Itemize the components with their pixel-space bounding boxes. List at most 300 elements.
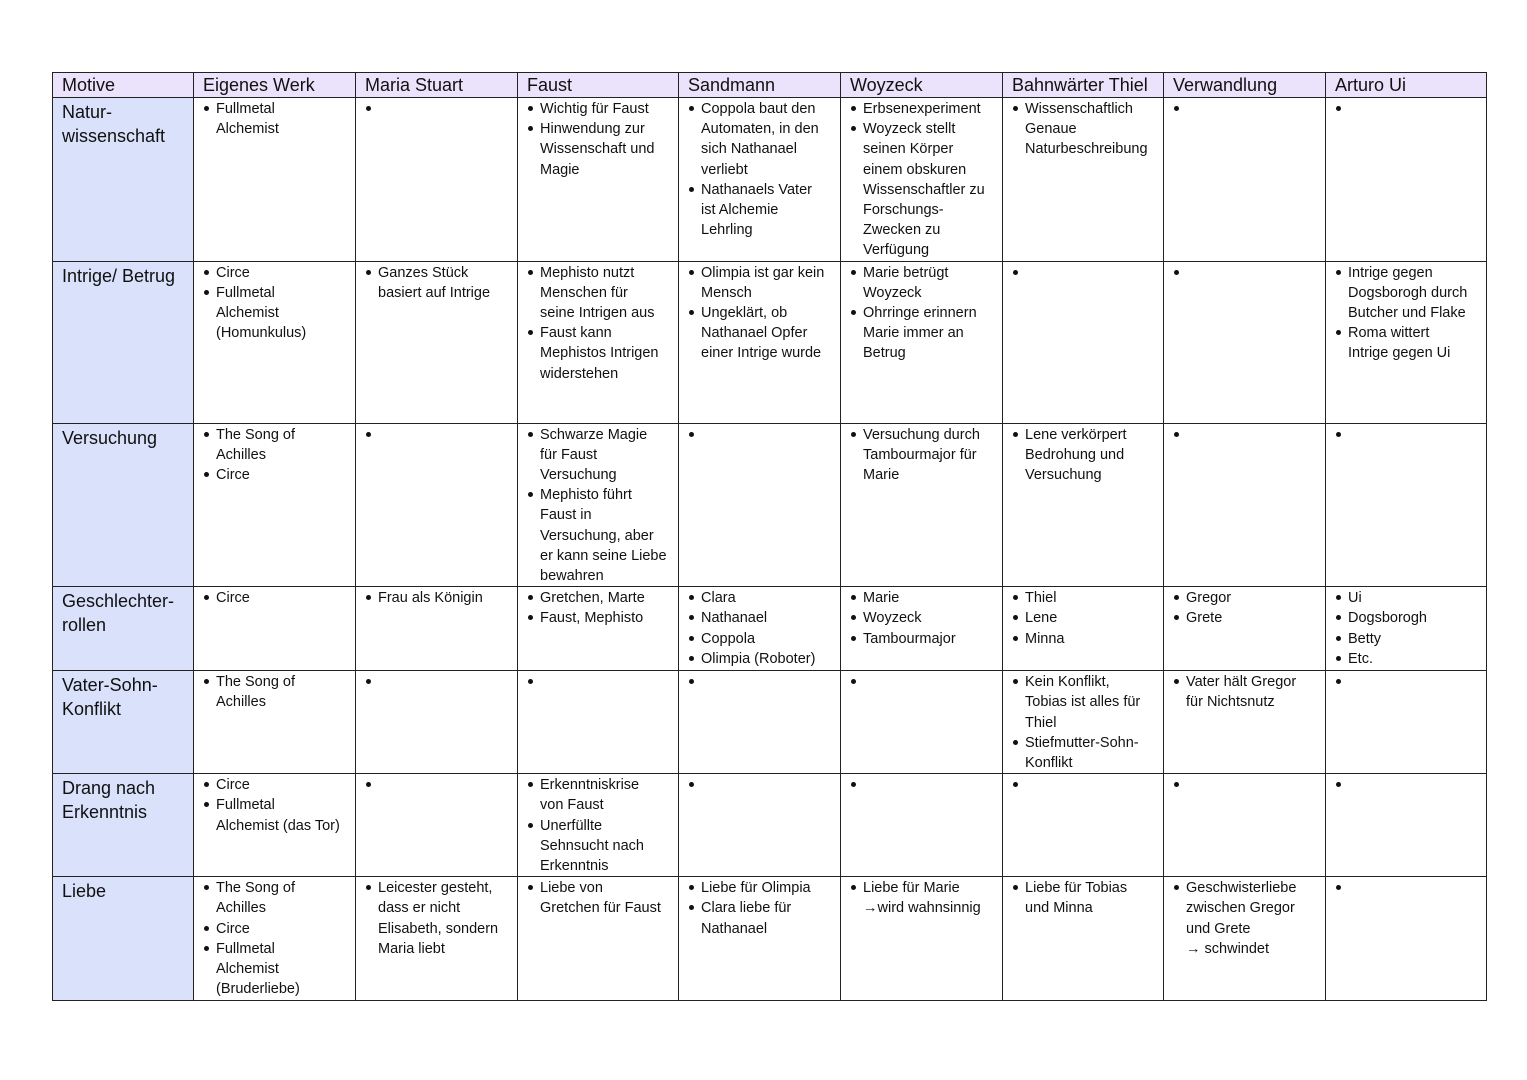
bullet-text-line: Nathanaels Vater [701,181,812,198]
bullet-item [1012,878,1160,918]
bullet-item [1173,263,1322,283]
bullet-item [1012,672,1160,733]
bullet-item [527,119,675,180]
bullet-item [850,99,999,119]
bullet-text-line: Mephisto nutzt [540,264,635,281]
bullet-text-line: Lene [1025,610,1058,627]
bullet-text-line: widerstehen [540,365,619,382]
table-cell [841,98,1003,262]
bullet-item [365,672,514,692]
bullet-text-line: seinen Körper [863,141,954,158]
table-cell [841,877,1003,1001]
table-cell [1164,774,1326,877]
bullet-text-line: Genaue [1025,121,1077,138]
bullet-list [1173,588,1322,628]
bullet-text-line: Erkenntniskrise [540,777,640,794]
bullet-text-line: Leicester gesteht, [378,880,493,897]
bullet-text-line: Wissenschaft und [540,141,655,158]
bullet-text-line [701,425,837,445]
bullet-list [850,775,999,795]
table-body [53,98,1487,1001]
table-cell [518,774,679,877]
bullet-text-line: Wichtig für Faust [540,101,649,117]
bullet-list [527,588,675,628]
bullet-text-line: Intrige gegen Ui [1348,345,1451,362]
bullet-text-line [1186,263,1322,283]
table-cell [518,877,679,1001]
motive-label [53,774,194,877]
table-cell [518,671,679,774]
bullet-text-line: Circe [216,590,250,607]
bullet-text-line: Fullmetal [216,284,275,301]
bullet-item [1335,878,1483,898]
bullet-text-line: Marie immer an [863,325,964,342]
bullet-text-line: Achilles [216,694,266,711]
table-cell [1164,261,1326,423]
bullet-text-line [1025,775,1160,795]
bullet-text-line: einer Intrige wurde [701,345,822,362]
table-row [53,261,1487,423]
bullet-item [1012,588,1160,608]
table-cell [194,587,356,671]
bullet-item [1012,99,1160,160]
bullet-text-line: Lene verkörpert [1025,426,1127,443]
bullet-list [1335,775,1483,795]
header-bahnwaerter-thiel: Bahnwärter Thiel [1003,73,1164,98]
bullet-text-line: dass er nicht [378,900,461,917]
bullet-list [850,263,999,364]
table-cell [1003,423,1164,587]
bullet-list [365,878,514,959]
motive-label-line: wissenschaft [62,126,166,146]
bullet-text-line: Dogsborogh [1348,610,1427,627]
bullet-text-line: Marie betrügt [863,264,949,281]
header-verwandlung: Verwandlung [1164,73,1326,98]
bullet-text-line: von Faust [540,797,604,814]
bullet-list [1012,425,1160,486]
header-faust: Faust [518,73,679,98]
bullet-text-line: Ungeklärt, ob [701,305,788,322]
bullet-item [203,672,352,712]
bullet-list [850,672,999,692]
bullet-item [365,99,514,119]
table-cell [518,423,679,587]
table-cell [518,98,679,262]
table-cell [356,261,518,423]
bullet-text-line: Clara [701,590,736,607]
bullet-item [688,775,837,795]
bullet-text-line [701,672,837,692]
bullet-text-line [1025,263,1160,283]
bullet-text-line: Kein Konflikt, [1025,674,1110,691]
table-cell [194,261,356,423]
bullet-text-line: Sehnsucht nach [540,837,644,854]
bullet-item [688,608,837,628]
table-cell [679,774,841,877]
table-cell [356,587,518,671]
bullet-text-line: Woyzeck stellt [863,121,956,138]
motive-label [53,877,194,1001]
bullet-text-line: sich Nathanael [701,141,797,158]
bullet-item [1012,775,1160,795]
motive-label-line: Intrige/ Betrug [62,265,176,286]
bullet-item [203,425,352,465]
bullet-item [688,425,837,445]
bullet-text-line: Ohrringe erinnern [863,305,977,322]
bullet-text-line: zwischen Gregor [1186,900,1295,917]
bullet-item [688,588,837,608]
bullet-text-line: für Faust [540,446,598,463]
table-cell [1164,423,1326,587]
table-cell [1003,877,1164,1001]
bullet-text-line: Stiefmutter-Sohn- [1025,734,1139,751]
bullet-list [365,425,514,445]
table-cell [1326,877,1487,1001]
bullet-list [1335,588,1483,669]
bullet-list [1335,672,1483,692]
motive-label-line: Geschlechter- [62,591,175,612]
bullet-text-line [863,672,999,692]
bullet-list [203,775,352,836]
bullet-text-line: Faust kann [540,325,612,342]
bullet-item [203,795,352,835]
table-cell [518,261,679,423]
bullet-text-line: Fullmetal [216,101,275,117]
bullet-text-line [1348,425,1483,445]
bullet-item [203,878,352,918]
bullet-item [688,878,837,898]
bullet-text-line: Achilles [216,900,266,917]
bullet-item [365,588,514,608]
bullet-item [527,99,675,119]
bullet-text-line: Woyzeck [863,284,922,301]
bullet-text-line: The Song of [216,426,295,443]
bullet-item [1012,733,1160,773]
bullet-list [688,425,837,445]
motive-label [53,261,194,423]
bullet-item [203,465,352,485]
table-row [53,671,1487,774]
bullet-text-line: Marie [863,467,900,484]
header-row [53,73,1487,98]
motive-label [53,587,194,671]
table-cell [1326,98,1487,262]
bullet-list [365,588,514,608]
bullet-item [1335,608,1483,628]
bullet-item [1335,649,1483,669]
bullet-text-line: Forschungs- [863,202,944,219]
table-cell [1326,774,1487,877]
bullet-list [527,263,675,384]
bullet-text-line [1186,99,1322,119]
header-woyzeck: Woyzeck [841,73,1003,98]
bullet-text-line: Minna [1025,630,1065,647]
bullet-text-line: Thiel [1025,590,1057,607]
bullet-item [1173,588,1322,608]
bullet-list [365,263,514,303]
motive-label [53,423,194,587]
bullet-text-line: Circe [216,467,250,484]
bullet-item [203,263,352,283]
table-cell [194,98,356,262]
bullet-item [365,425,514,445]
bullet-list [203,99,352,139]
bullet-list [688,878,837,939]
header-arturo-ui: Arturo Ui [1326,73,1487,98]
bullet-list [1173,263,1322,283]
bullet-list [1012,263,1160,283]
bullet-text-line: basiert auf Intrige [378,284,491,301]
bullet-item [1173,878,1322,959]
motive-label [53,98,194,262]
bullet-text-line: Mephisto führt [540,487,632,504]
bullet-text-line: seine Intrigen aus [540,305,655,322]
motive-label-line: Konflikt [62,699,122,720]
bullet-text-line: Alchemist (das Tor) [216,817,340,834]
table-cell [1326,261,1487,423]
table-cell [1326,671,1487,774]
bullet-text-line: Achilles [216,446,266,463]
bullet-text-line: einem obskuren [863,161,967,178]
bullet-text-line: Intrige gegen [1348,264,1433,281]
table-cell [1164,98,1326,262]
bullet-text-line [1348,672,1483,692]
bullet-text-line: Verfügung [863,242,930,259]
bullet-list [1012,775,1160,795]
bullet-text-line: Coppola baut den [701,101,816,117]
bullet-list [527,425,675,587]
table-cell [1003,261,1164,423]
bullet-text-line: Circe [216,264,250,281]
bullet-text-line: Maria liebt [378,940,445,957]
bullet-list [1012,588,1160,649]
bullet-text-line: Thiel [1025,714,1057,731]
table-cell [356,423,518,587]
motive-label-line: rollen [62,615,107,636]
bullet-text-line: Magie [540,161,580,178]
table-cell [194,774,356,877]
bullet-item [688,263,837,303]
bullet-item [688,672,837,692]
motive-label-line: Versuchung [62,427,158,448]
bullet-item [850,775,999,795]
table-cell [679,98,841,262]
bullet-text-line: Fullmetal [216,940,275,957]
bullet-item [850,878,999,918]
bullet-item [527,608,675,628]
bullet-text-line: Tobias ist alles für [1025,694,1141,711]
bullet-text-line: Wissenschaftlich [1025,101,1133,117]
bullet-text-line: Coppola [701,630,756,647]
table-cell [356,98,518,262]
bullet-item [850,629,999,649]
table-cell [194,671,356,774]
table-cell [356,877,518,1001]
bullet-item [850,608,999,628]
table-cell [1326,423,1487,587]
bullet-text-line: und Minna [1025,900,1093,917]
bullet-list [1335,99,1483,119]
bullet-text-line: Fullmetal [216,797,275,814]
bullet-text-line: Tambourmajor für [863,446,977,463]
bullet-list [850,588,999,649]
bullet-item [1012,425,1160,486]
bullet-text-line [1186,775,1322,795]
bullet-text-line [378,425,514,445]
bullet-item [850,119,999,260]
bullet-item [1335,588,1483,608]
bullet-text-line: bewahren [540,568,604,585]
bullet-item [1335,323,1483,363]
table-row [53,98,1487,262]
bullet-text-line: Lehrling [701,222,753,239]
bullet-item [688,898,837,938]
bullet-text-line: Circe [216,777,250,794]
table-cell [841,423,1003,587]
bullet-item [850,303,999,364]
bullet-item [1335,263,1483,324]
bullet-item [1173,608,1322,628]
bullet-list [1335,878,1483,898]
motive-label [53,671,194,774]
bullet-item [527,425,675,486]
bullet-text-line: Liebe für Olimpia [701,880,811,897]
bullet-text-line: Nathanael Opfer [701,325,808,342]
bullet-list [1173,425,1322,445]
bullet-text-line: Bedrohung und [1025,446,1125,463]
bullet-item [1335,775,1483,795]
bullet-text-line: The Song of [216,880,295,897]
header-maria-stuart: Maria Stuart [356,73,518,98]
bullet-text-line: Nathanael [701,610,768,627]
table-cell [841,774,1003,877]
bullet-text-line: Gretchen für Faust [540,900,661,917]
bullet-text-line [1186,425,1322,445]
bullet-list [203,263,352,344]
bullet-item [1173,425,1322,445]
bullet-item [688,99,837,180]
bullet-list [1173,99,1322,119]
table-cell [1164,877,1326,1001]
bullet-list [850,425,999,486]
bullet-text-line [1348,878,1483,898]
table-cell [1164,671,1326,774]
bullet-item [1173,672,1322,712]
bullet-item [1335,629,1483,649]
bullet-item [365,263,514,303]
bullet-text-line: Alchemist [216,961,279,978]
table-cell [1003,774,1164,877]
bullet-text-line: Automaten, in den [701,121,819,138]
bullet-item [527,816,675,877]
motive-label-line: Erkenntnis [62,802,148,823]
table-cell [1164,587,1326,671]
bullet-text-line: Mephistos Intrigen [540,345,659,362]
bullet-text-line: Alchemist [216,121,279,138]
header-eigenes-werk: Eigenes Werk [194,73,356,98]
bullet-text-line: Unerfüllte [540,817,603,834]
bullet-item [527,878,675,918]
motive-label-line: Liebe [62,881,107,902]
bullet-text-line: → schwindet [1186,940,1270,957]
bullet-item [688,629,837,649]
bullet-list [1012,878,1160,918]
bullet-text-line: (Bruderliebe) [216,981,300,998]
bullet-item [850,425,999,486]
bullet-text-line: Clara liebe für [701,900,792,917]
bullet-text-line: Alchemist [216,305,279,322]
bullet-text-line: Circe [216,920,250,937]
table-cell [1003,587,1164,671]
bullet-text-line: Gregor [1186,590,1232,607]
bullet-text-line [378,672,514,692]
bullet-text-line: Erbsenexperiment [863,101,981,117]
bullet-text-line: für Nichtsnutz [1186,694,1275,711]
bullet-text-line: Olimpia ist gar kein [701,264,825,281]
bullet-item [203,919,352,939]
bullet-list [688,99,837,240]
table-cell [679,671,841,774]
bullet-list [203,588,352,608]
bullet-text-line [1348,775,1483,795]
bullet-text-line: Ganzes Stück [378,264,469,281]
table-cell [194,423,356,587]
table-cell [1003,98,1164,262]
bullet-text-line: Etc. [1348,650,1373,667]
table-cell [518,587,679,671]
table-cell [679,423,841,587]
bullet-list [365,672,514,692]
bullet-list [203,425,352,486]
bullet-item [688,303,837,364]
bullet-text-line: Nathanael [701,920,768,937]
table-row [53,423,1487,587]
bullet-text-line: →wird wahnsinnig [863,900,981,917]
bullet-text-line: Woyzeck [863,610,922,627]
bullet-text-line: Tambourmajor [863,630,956,647]
bullet-item [688,649,837,669]
motive-label-line: Drang nach [62,778,156,799]
bullet-text-line: Naturbeschreibung [1025,141,1148,158]
table-cell [194,877,356,1001]
bullet-text-line: Liebe für Marie [863,880,960,897]
bullet-item [527,588,675,608]
bullet-text-line: Erkenntnis [540,858,609,875]
table-cell [679,261,841,423]
bullet-item [527,672,675,692]
bullet-item [1173,99,1322,119]
bullet-list [1012,99,1160,160]
header-sandmann: Sandmann [679,73,841,98]
bullet-text-line: Liebe von [540,880,603,897]
bullet-list [1335,425,1483,445]
table-cell [679,587,841,671]
bullet-list [688,775,837,795]
bullet-list [1173,775,1322,795]
table-cell [841,261,1003,423]
bullet-list [850,99,999,261]
bullet-text-line: Ui [1348,590,1362,607]
bullet-text-line: Versuchung [540,467,617,484]
table-row [53,774,1487,877]
bullet-item [203,775,352,795]
bullet-list [688,672,837,692]
bullet-item [203,588,352,608]
bullet-list [203,878,352,999]
bullet-text-line [378,775,514,795]
header-motive: Motive [53,73,194,98]
bullet-item [850,588,999,608]
